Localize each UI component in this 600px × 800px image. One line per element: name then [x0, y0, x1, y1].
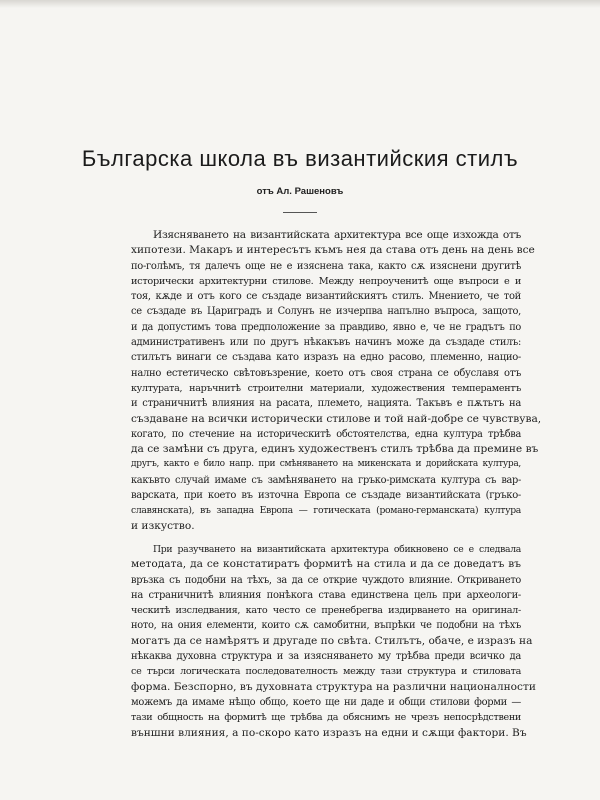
- text-line: славянската), въ западна Европа — готическата (романо-германската) култура: [131, 505, 521, 517]
- article-title: Българска школа въ византийския стилъ: [81, 146, 519, 171]
- text-line: и страничнитѣ влияния на расата, племето, нацията. Такъвъ е пѫтьтъ на: [131, 398, 521, 410]
- text-line: исторически архитектурни стилове. Между непроученитѣ още въпроси е и: [131, 275, 521, 287]
- article-body: [131, 228, 542, 741]
- text-line: тази общность на формитѣ ще трѣбва да обяснимъ не чрезъ непосрѣдствени: [131, 712, 521, 724]
- paragraph: [131, 228, 542, 534]
- text-line: тоя, кѫде и отъ кого се създаде византийскиятъ стилъ. Мнението, че той: [131, 291, 521, 303]
- text-line: административенъ или по другъ нѣкакъвъ начинъ може да създаде стилъ:: [131, 337, 521, 349]
- text-line: методата, да се констатиратъ формитѣ на стила и да се доведатъ въ: [131, 558, 521, 571]
- text-line: външни влияния, а по-скоро като изразъ на едни и сѫщи фактори. Въ: [131, 726, 527, 739]
- article-author: отъ Ал. Рашеновъ: [256, 186, 344, 197]
- text-line: При разучването на византийската архитектура обикновено се е следвала: [153, 543, 521, 555]
- text-line: културата, наръчнитѣ строителни материали, художествения темпераментъ: [131, 382, 521, 394]
- title-separator-rule: [283, 212, 317, 213]
- text-line: когато, по стечение на историческитѣ обстоятелства, една култура трѣбва: [131, 428, 521, 440]
- text-line: варската, при което въ източна Европа се създаде византийската (гръко-: [131, 490, 521, 502]
- text-line: връзка съ подобни на тѣхъ, за да се открие чуждото влияние. Откриването: [131, 574, 521, 586]
- text-line: и изкуство.: [131, 519, 195, 532]
- text-line: на страничнитѣ влияния понѣкога става единствена цель при археологи-: [131, 589, 521, 601]
- text-line: ческитѣ изследвания, като често се пренебрегва издирването на оригинал-: [131, 605, 521, 617]
- text-line: Изясняването на византийската архитектура все още изхожда отъ: [153, 229, 521, 241]
- text-line: стилътъ винаги се създава като изразъ на едно расово, племенно, нацио-: [131, 352, 521, 364]
- text-line: могатъ да се намѣрятъ и другаде по свѣта. Стилътъ, обаче, е изразъ на: [131, 634, 533, 647]
- text-line: създаване на всички исторически стилове и той най-добре се чувствува,: [131, 412, 542, 425]
- text-line: другъ, както е било напр. при смѣняването на микенската и дорийската култура,: [131, 459, 521, 470]
- text-line: хипотези. Макаръ и интересътъ къмъ нея да става отъ день на день все: [131, 244, 535, 257]
- text-line: и да допустимъ това предположение за правдиво, явно е, че не градътъ по: [131, 321, 521, 333]
- text-line: да се замѣни съ друга, единъ художественъ стилъ трѣбва да премине въ: [131, 443, 539, 456]
- text-line: ното, на ония елементи, които сѫ самобитни, въпрѣки че подобни на тѣхъ: [131, 620, 521, 632]
- scan-edge: [0, 0, 600, 8]
- text-line: какъвто случай имаме съ замѣняването на гръко-римската култура съ вар-: [131, 474, 521, 486]
- text-line: нално естетическо свѣтовъзрение, което отъ своя страна се обуславя отъ: [131, 367, 521, 379]
- text-line: форма. Безспорно, въ духовната структура на различни националности: [131, 680, 536, 693]
- text-line: нѣкаква духовна структура и за изясняването му трѣбва преди всичко да: [131, 651, 521, 663]
- text-line: можемъ да имаме нѣщо общо, което ще ни даде и общи стилови форми —: [131, 696, 521, 708]
- text-line: по-голѣмъ, тя далечъ още не е изяснена така, както сѫ изяснени другитѣ: [131, 260, 521, 272]
- text-line: се създаде въ Цариградъ и Солунъ не изчерпва напълно въпроса, защото,: [131, 306, 521, 318]
- text-line: се търси логическата последователность между тази структура и стиловата: [131, 666, 521, 678]
- paragraph: [131, 542, 536, 741]
